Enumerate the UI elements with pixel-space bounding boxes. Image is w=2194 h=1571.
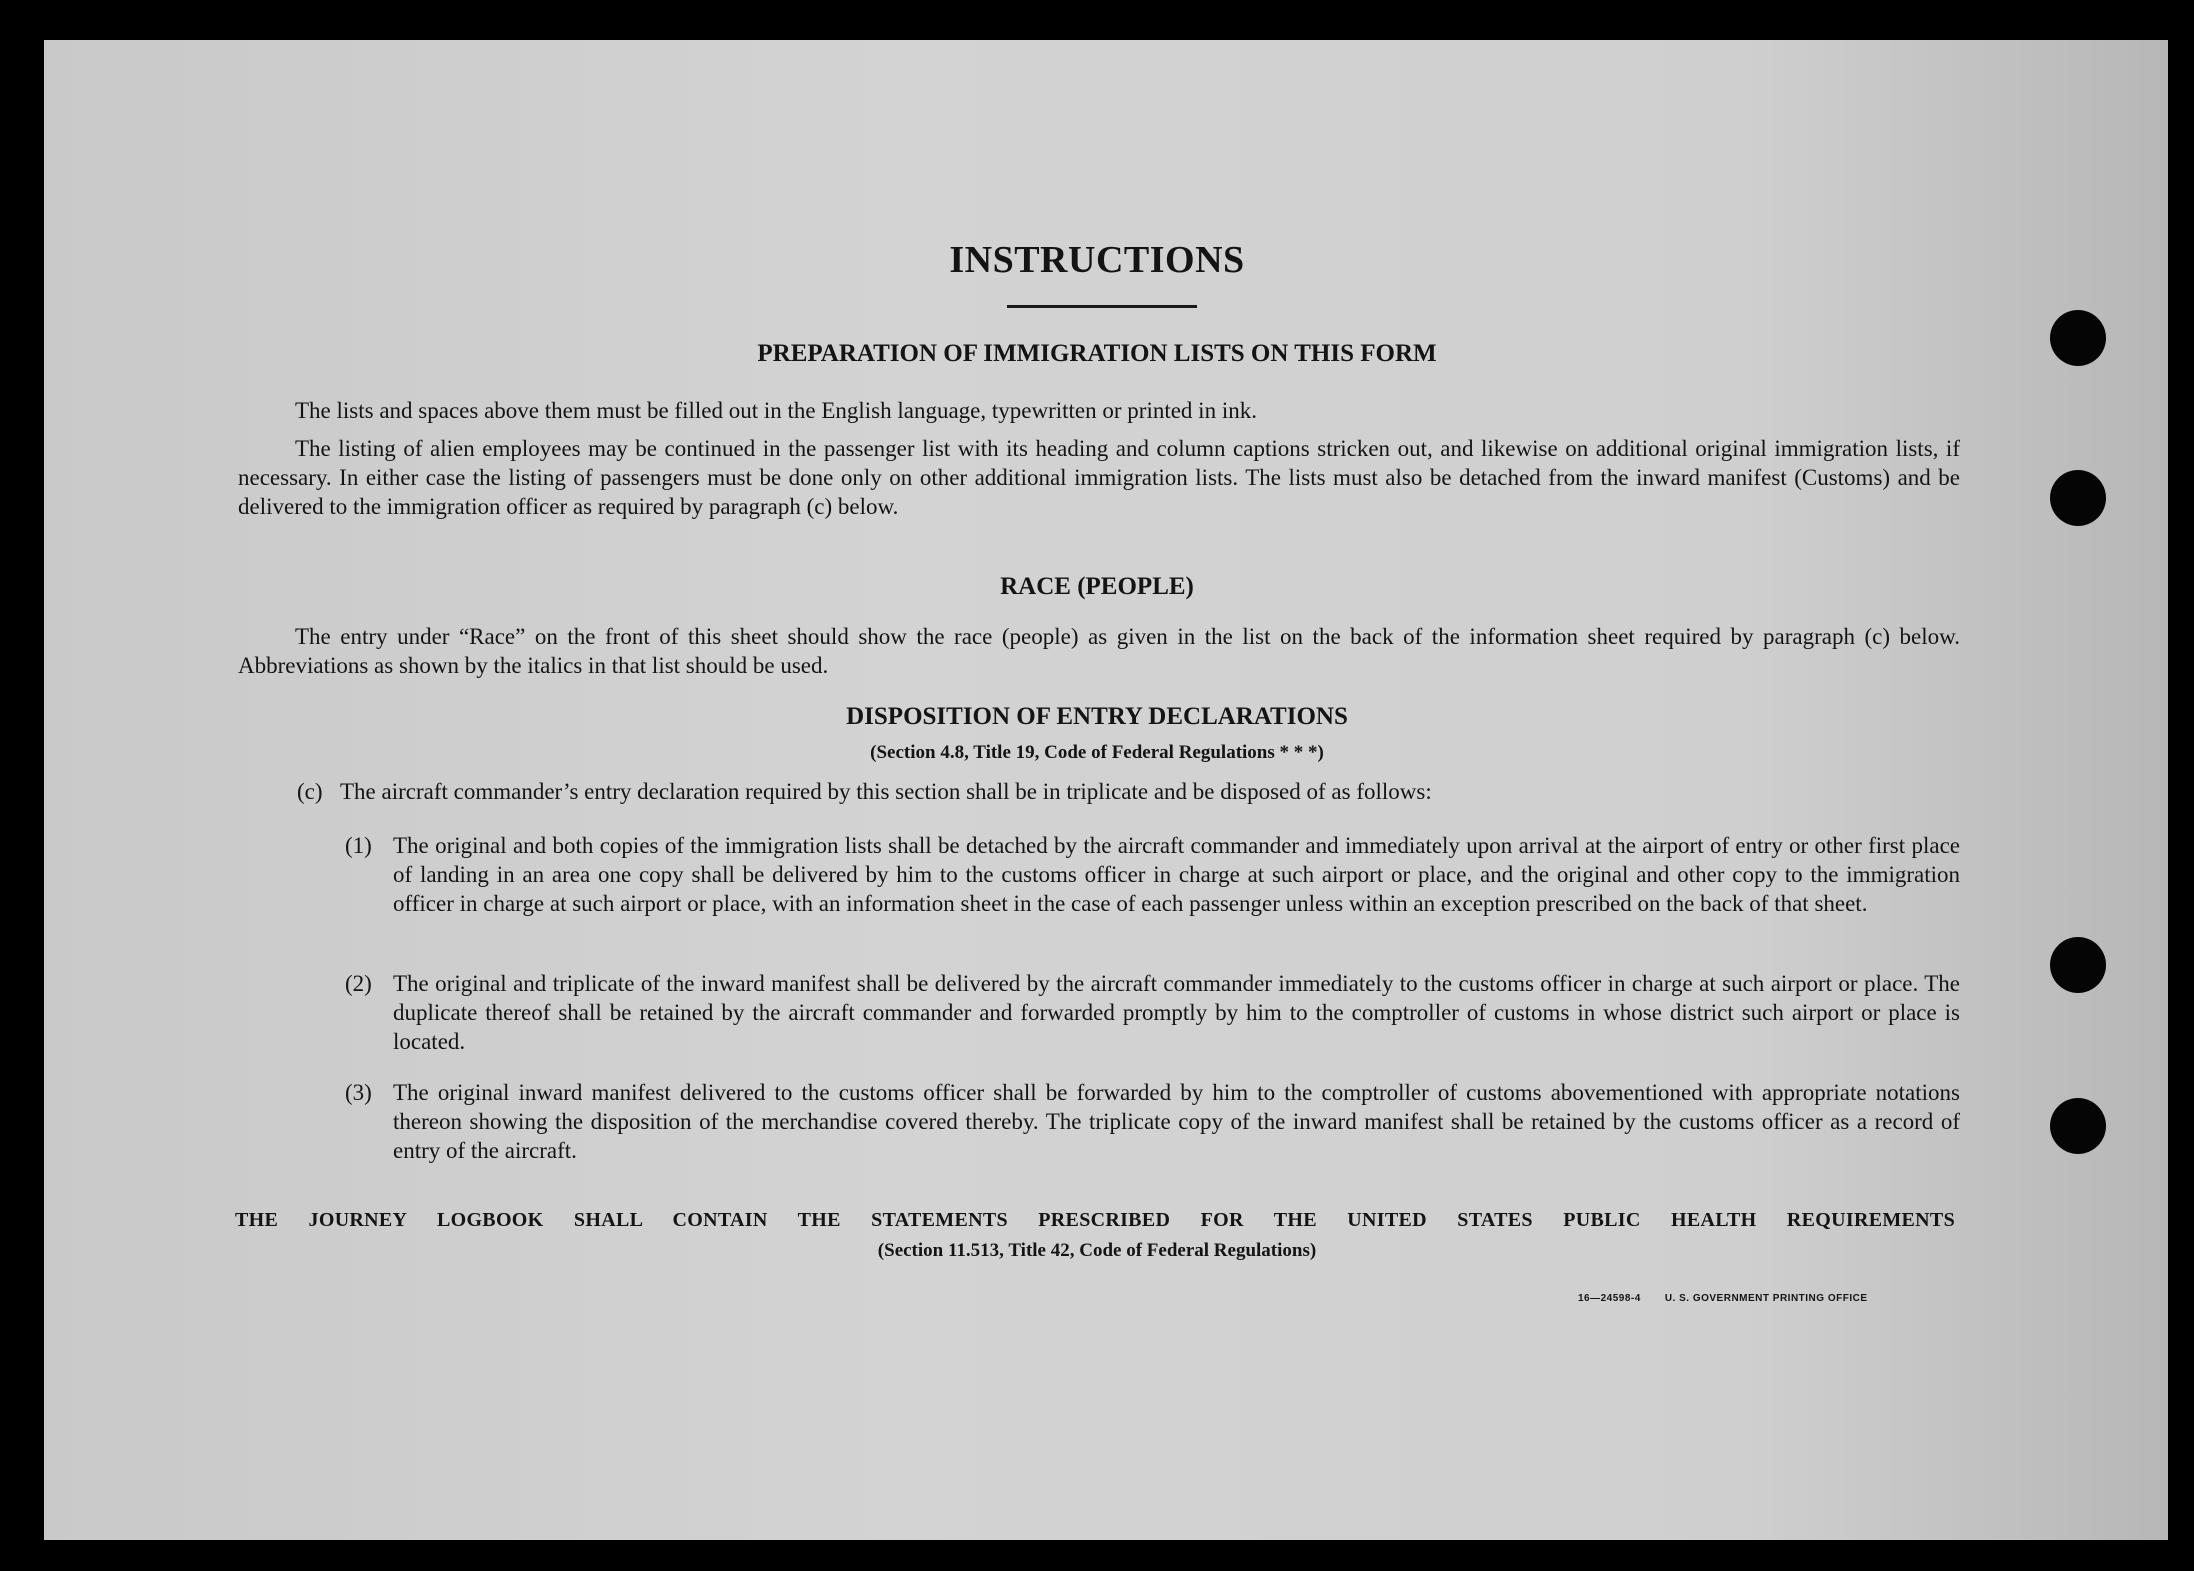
disposition-citation: (Section 4.8, Title 19, Code of Federal Regulations * * *) [870, 742, 1324, 763]
item-text: The original and both copies of the immigration lists shall be detached by the aircraft commander and immediately upon arrival at the airport of entry or other first place of landing in an area one copy shall be delivered by him to the customs officer in charge at such airport or place, and the original and other copy to the immigration officer in charge at such airport or place, with an information sheet in the case of each passenger unless within an exception prescribed on the back of that sheet. [393, 833, 1960, 916]
health-requirements-statement: THE JOURNEY LOGBOOK SHALL CONTAIN THE STATEMENTS PRESCRIBED FOR THE UNITED STATES PUBLIC HEALTH REQUIREMENTS [235, 1209, 1955, 1231]
instructions-title: INSTRUCTIONS [949, 239, 1245, 281]
paragraph-c-label: (c) [297, 779, 323, 804]
disposition-item-2 [345, 969, 1960, 1056]
item-number: (2) [345, 971, 372, 996]
race-paragraph: The entry under “Race” on the front of this sheet should show the race (people) as given in the list on the back of the information sheet required by paragraph (c) below. Abbreviations as shown by the italics in that list should be used. [238, 624, 1960, 678]
disposition-heading: DISPOSITION OF ENTRY DECLARATIONS [846, 703, 1348, 730]
paragraph-c-intro: The aircraft commander’s entry declaration required by this section shall be in triplicate and be disposed of as follows: [340, 779, 1432, 804]
item-number: (1) [345, 833, 372, 858]
disposition-item-3 [345, 1078, 1960, 1165]
disposition-item-1 [345, 831, 1960, 918]
title-underline [1007, 305, 1197, 308]
printing-office: U. S. GOVERNMENT PRINTING OFFICE [1664, 1293, 1868, 1304]
punch-hole [2050, 1098, 2106, 1154]
printing-imprint [1578, 1293, 1868, 1304]
item-text: The original inward manifest delivered to the customs officer shall be forwarded by him to the comptroller of customs abovementioned with appropriate notations thereon showing the disposition of the merchandise covered thereby. The triplicate copy of the inward manifest shall be retained by the customs officer as a record of entry of the aircraft. [393, 1080, 1960, 1163]
immigration-lists-heading: PREPARATION OF IMMIGRATION LISTS ON THIS FORM [757, 340, 1437, 367]
immigration-paragraph-1: The lists and spaces above them must be filled out in the English language, typewritten or printed in ink. [295, 398, 1257, 423]
health-requirements-citation: (Section 11.513, Title 42, Code of Federal Regulations) [877, 1240, 1317, 1261]
punch-hole [2050, 937, 2106, 993]
item-text: The original and triplicate of the inward manifest shall be delivered by the aircraft commander immediately to the customs officer in charge at such airport or place. The duplicate thereof shall be retained by the aircraft commander and forwarded promptly by him to the comptroller of customs in whose district such airport or place is located. [393, 971, 1960, 1054]
race-heading: RACE (PEOPLE) [1000, 573, 1194, 600]
form-code: 16—24598-4 [1578, 1293, 1641, 1304]
item-number: (3) [345, 1080, 372, 1105]
immigration-paragraph-2: The listing of alien employees may be continued in the passenger list with its heading and column captions stricken out, and likewise on additional original immigration lists, if necessary. In either case the listing of passengers must be done only on other additional immigration lists. The lists must also be detached from the inward manifest (Customs) and be delivered to the immigration officer as required by paragraph (c) below. [238, 436, 1960, 519]
punch-hole [2050, 470, 2106, 526]
